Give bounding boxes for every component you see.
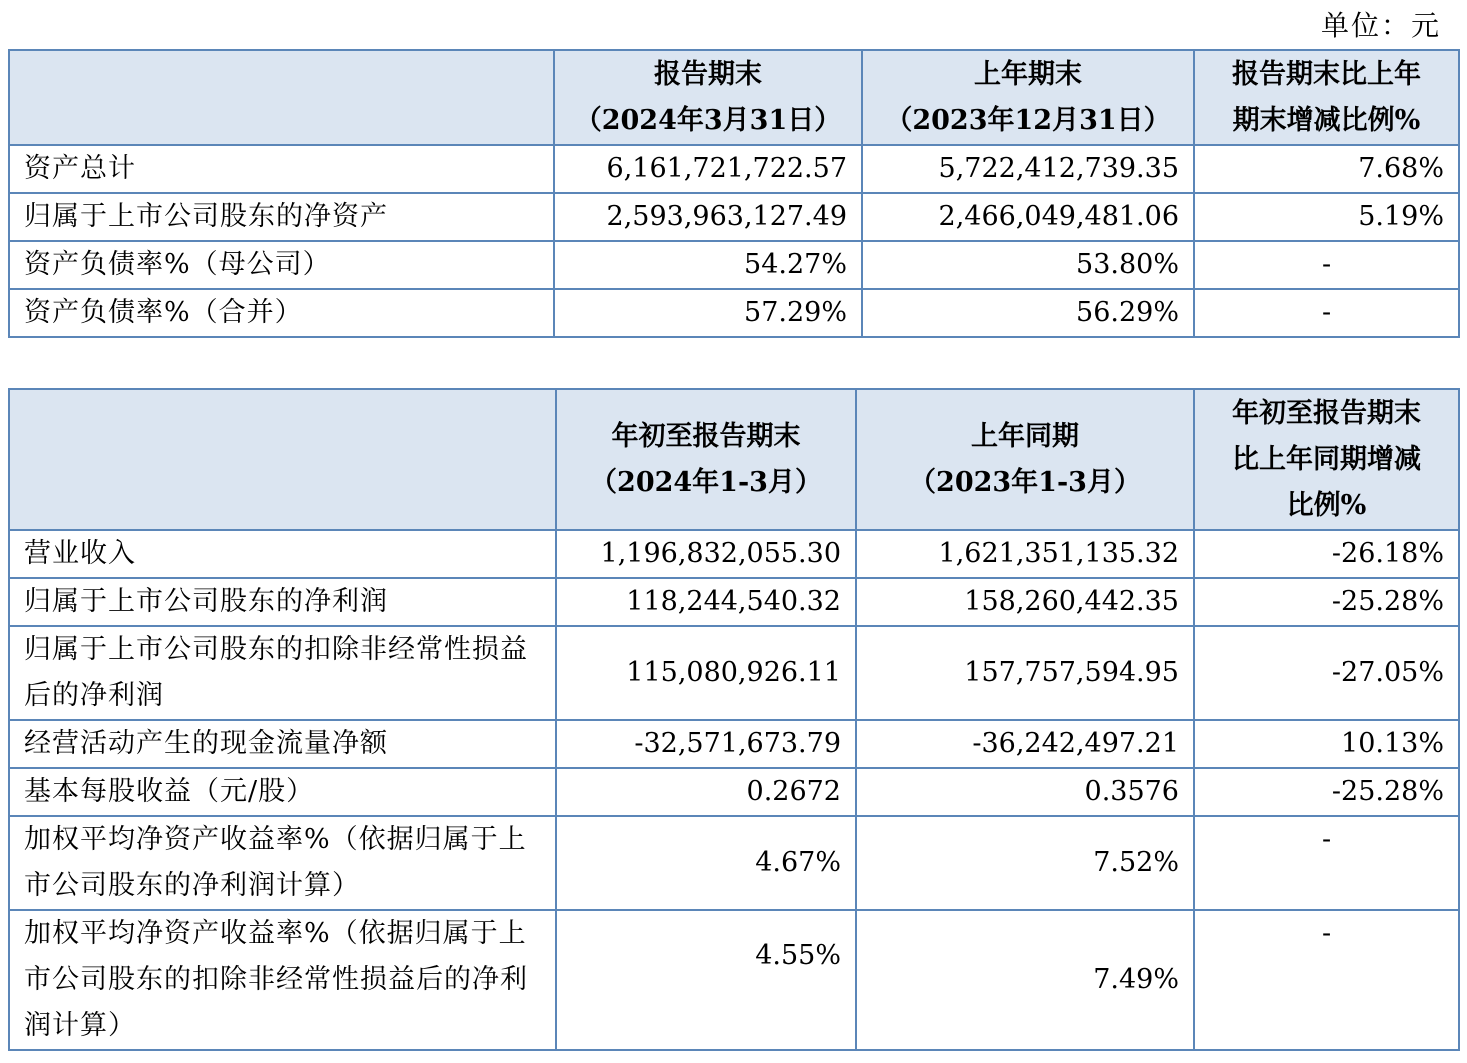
table-row [9, 241, 1459, 289]
row-label: 归属于上市公司股东的扣除非经常性损益后的净利润 [9, 626, 556, 720]
row-label: 加权平均净资产收益率%（依据归属于上市公司股东的净利润计算） [9, 816, 556, 910]
header-prior-year-end [862, 50, 1194, 145]
change-value: - [1194, 241, 1459, 289]
current-value: 4.55% [556, 910, 856, 1050]
change-value: 7.68% [1194, 145, 1459, 193]
table-row [9, 289, 1459, 337]
table-row [9, 910, 1459, 1050]
current-value: -32,571,673.79 [556, 720, 856, 768]
table-row [9, 193, 1459, 241]
prior-value: 157,757,594.95 [856, 626, 1194, 720]
header-blank-cell [9, 389, 556, 530]
prior-value: 2,466,049,481.06 [862, 193, 1194, 241]
table-header-row [9, 50, 1459, 145]
header-line: 期末增减比例% [1232, 104, 1421, 136]
row-label: 归属于上市公司股东的净利润 [9, 578, 556, 626]
current-value: 115,080,926.11 [556, 626, 856, 720]
current-value: 54.27% [554, 241, 862, 289]
header-change-ratio [1194, 389, 1459, 530]
header-ytd [556, 389, 856, 530]
header-line: 上年同期 [971, 420, 1079, 452]
current-value: 1,196,832,055.30 [556, 530, 856, 578]
change-value: 10.13% [1194, 720, 1459, 768]
change-value: -25.28% [1194, 768, 1459, 816]
prior-value: 53.80% [862, 241, 1194, 289]
row-label: 归属于上市公司股东的净资产 [9, 193, 554, 241]
change-value: -26.18% [1194, 530, 1459, 578]
header-line: （2024年3月31日） [574, 104, 842, 136]
current-value: 0.2672 [556, 768, 856, 816]
row-label: 资产总计 [9, 145, 554, 193]
header-line: 报告期末比上年 [1232, 58, 1421, 90]
header-line: （2024年1-3月） [590, 466, 822, 498]
prior-value: 158,260,442.35 [856, 578, 1194, 626]
current-value: 118,244,540.32 [556, 578, 856, 626]
change-value: -25.28% [1194, 578, 1459, 626]
table-header-row [9, 389, 1459, 530]
prior-value: 7.52% [856, 816, 1194, 910]
header-prior-same-period [856, 389, 1194, 530]
row-label: 加权平均净资产收益率%（依据归属于上市公司股东的扣除非经常性损益后的净利润计算） [9, 910, 556, 1050]
header-line: （2023年12月31日） [885, 104, 1171, 136]
prior-value: 0.3576 [856, 768, 1194, 816]
row-label: 基本每股收益（元/股） [9, 768, 556, 816]
table-row [9, 578, 1459, 626]
table-row [9, 145, 1459, 193]
header-period-end [554, 50, 862, 145]
prior-value: 1,621,351,135.32 [856, 530, 1194, 578]
current-value: 2,593,963,127.49 [554, 193, 862, 241]
row-label: 经营活动产生的现金流量净额 [9, 720, 556, 768]
header-blank-cell [9, 50, 554, 145]
prior-value: 7.49% [856, 910, 1194, 1050]
change-value: - [1194, 289, 1459, 337]
header-change-ratio [1194, 50, 1459, 145]
prior-value: 5,722,412,739.35 [862, 145, 1194, 193]
header-line: 比上年同期增减 [1232, 443, 1421, 475]
current-value: 6,161,721,722.57 [554, 145, 862, 193]
table-row [9, 626, 1459, 720]
change-value: 5.19% [1194, 193, 1459, 241]
row-label: 营业收入 [9, 530, 556, 578]
table-row [9, 816, 1459, 910]
income-statement-table [8, 388, 1460, 1051]
table-row [9, 530, 1459, 578]
table-row [9, 720, 1459, 768]
header-line: 比例% [1286, 489, 1367, 521]
change-value: - [1194, 910, 1459, 1050]
prior-value: 56.29% [862, 289, 1194, 337]
current-value: 57.29% [554, 289, 862, 337]
row-label: 资产负债率%（母公司） [9, 241, 554, 289]
prior-value: -36,242,497.21 [856, 720, 1194, 768]
change-value: -27.05% [1194, 626, 1459, 720]
change-value: - [1194, 816, 1459, 910]
balance-sheet-table [8, 49, 1460, 338]
table-row [9, 768, 1459, 816]
header-line: 报告期末 [654, 58, 762, 90]
current-value: 4.67% [556, 816, 856, 910]
unit-label: 单位：元 [1320, 9, 1441, 42]
header-line: （2023年1-3月） [909, 466, 1141, 498]
header-line: 年初至报告期末 [1232, 397, 1421, 429]
row-label: 资产负债率%（合并） [9, 289, 554, 337]
header-line: 年初至报告期末 [611, 420, 801, 452]
header-line: 上年期末 [974, 58, 1082, 90]
